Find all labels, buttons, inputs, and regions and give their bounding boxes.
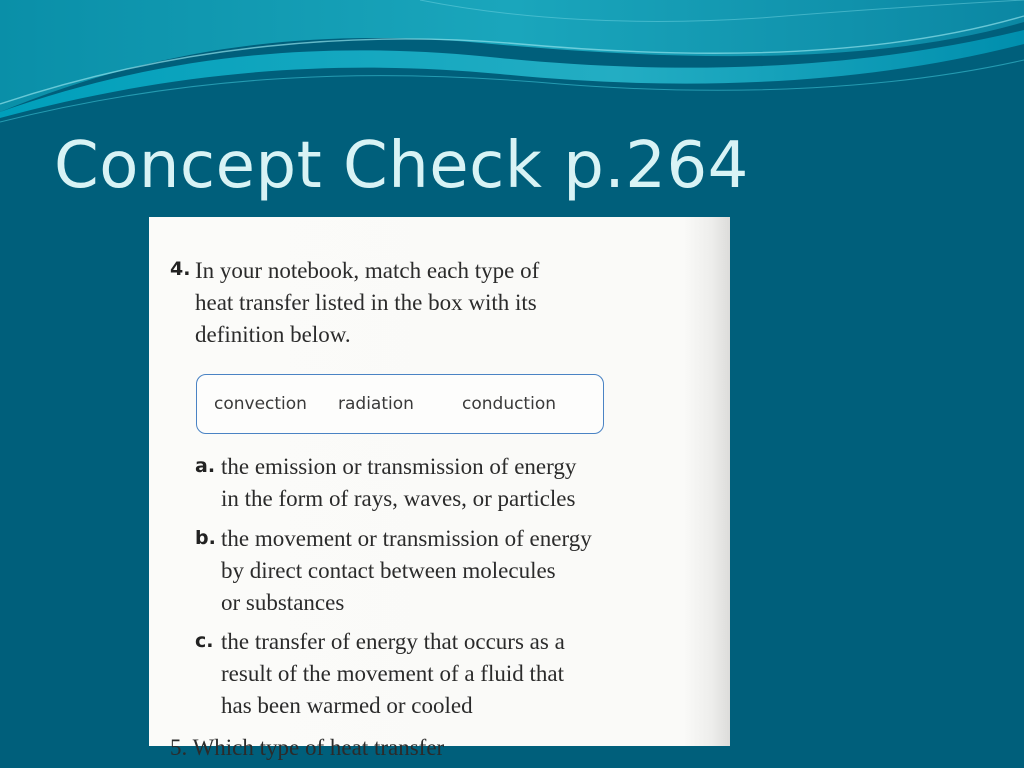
- item-letter-b: b.: [195, 527, 216, 549]
- item-a-line: in the form of rays, waves, or particles: [221, 486, 576, 511]
- question-line: In your notebook, match each type of: [195, 258, 540, 283]
- word-radiation: radiation: [338, 394, 414, 414]
- word-conduction: conduction: [462, 394, 556, 414]
- item-c-line: has been warmed or cooled: [221, 693, 473, 718]
- item-b-line: by direct contact between molecules: [221, 558, 556, 583]
- slide-title: Concept Check p.264: [54, 129, 749, 203]
- question-number: 4.: [170, 258, 191, 280]
- item-letter-c: c.: [195, 630, 214, 652]
- question-line: definition below.: [195, 322, 351, 347]
- word-box: [196, 374, 604, 434]
- item-letter-a: a.: [195, 455, 216, 477]
- item-a-line: the emission or transmission of energy: [221, 454, 577, 479]
- textbook-scan: [149, 217, 730, 760]
- item-b-line: the movement or transmission of energy: [221, 526, 592, 551]
- wave-header-decoration: [0, 0, 1024, 130]
- question-line: heat transfer listed in the box with its: [195, 290, 537, 315]
- item-c-line: result of the movement of a fluid that: [221, 661, 564, 686]
- item-b-line: or substances: [221, 590, 345, 615]
- word-convection: convection: [214, 394, 307, 414]
- item-c-line: the transfer of energy that occurs as a: [221, 629, 565, 654]
- next-question-cut-text: 5. Which type of heat transfer: [170, 735, 445, 760]
